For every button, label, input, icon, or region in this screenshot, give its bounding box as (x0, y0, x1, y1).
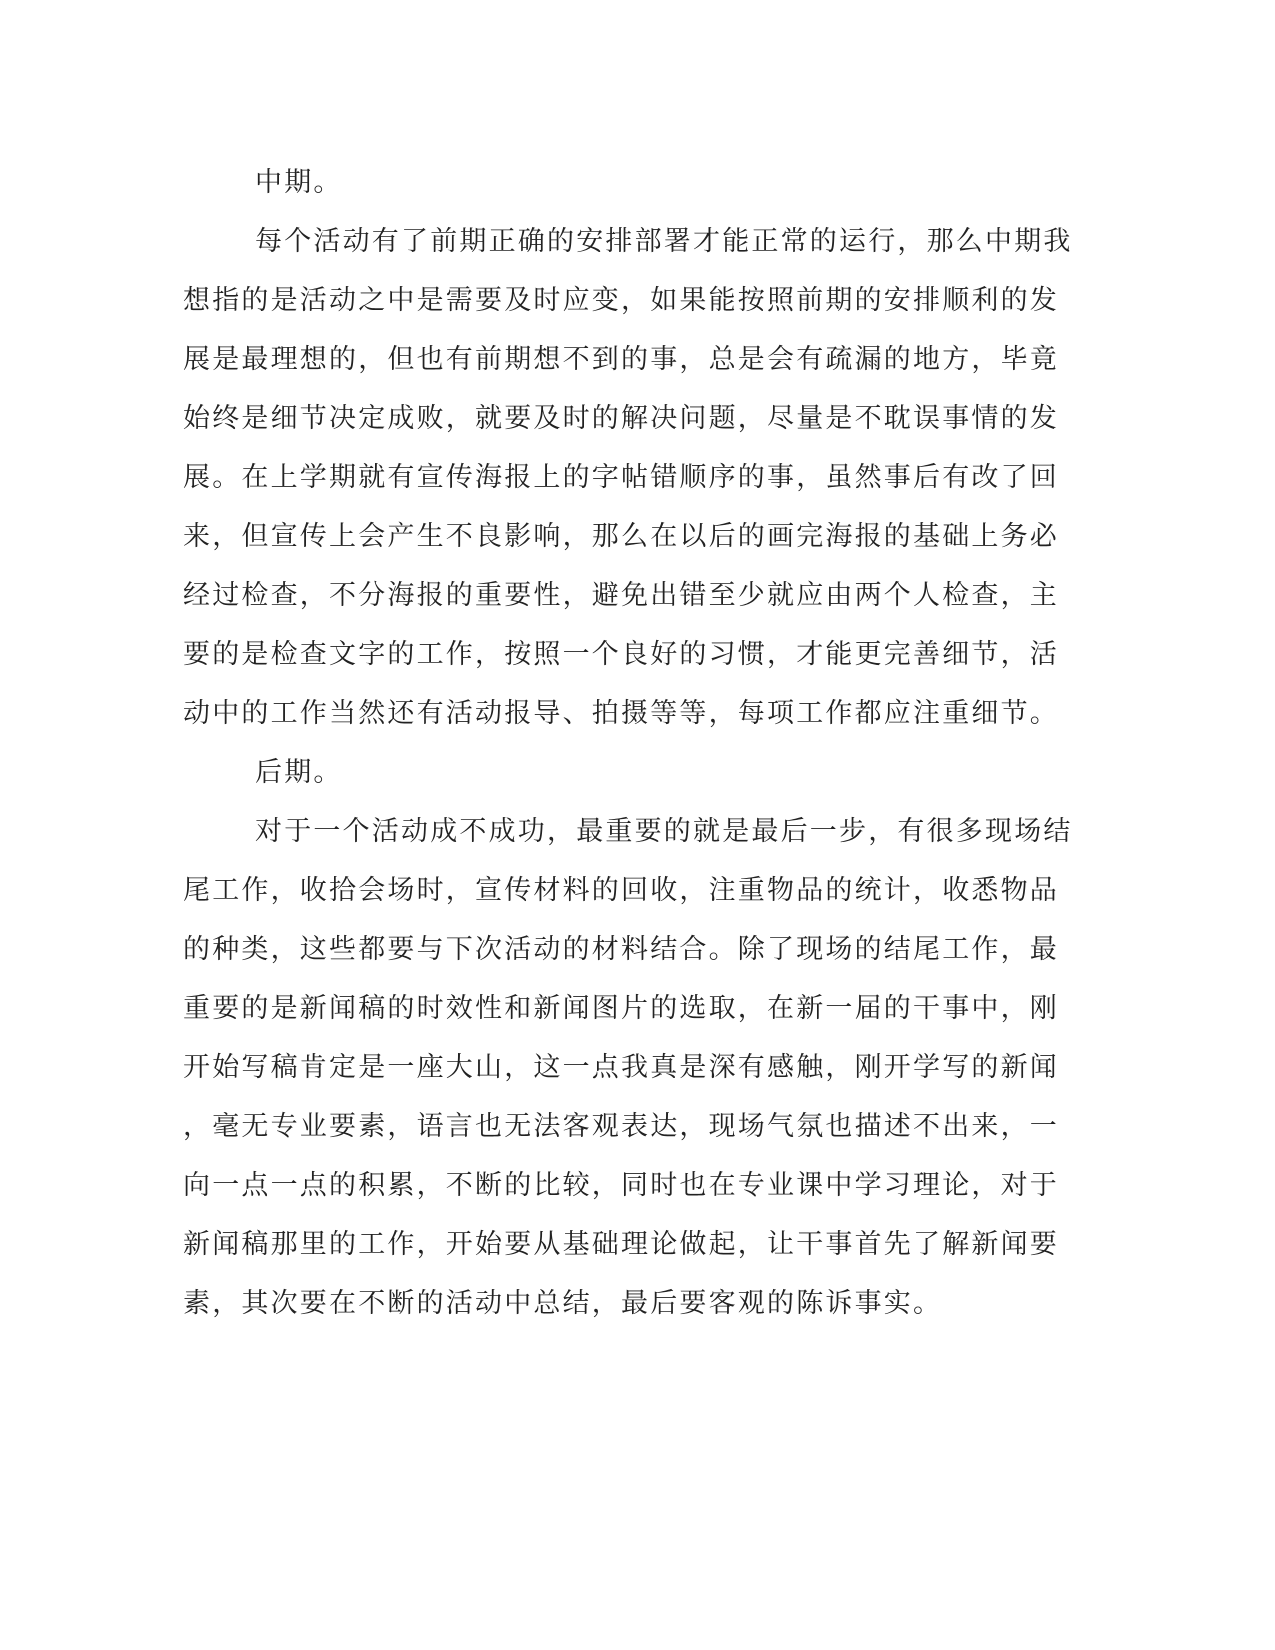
paragraph-line: ，毫无专业要素，语言也无法客观表达，现场气氛也描述不出来，一 (183, 1111, 1059, 1142)
paragraph-line: 向一点一点的积累，不断的比较，同时也在专业课中学习理论，对于 (183, 1170, 1059, 1201)
paragraph-line: 想指的是活动之中是需要及时应变，如果能按照前期的安排顺利的发 (183, 285, 1059, 316)
paragraph-line: 展。在上学期就有宣传海报上的字帖错顺序的事，虽然事后有改了回 (183, 462, 1059, 493)
paragraph-line: 新闻稿那里的工作，开始要从基础理论做起，让干事首先了解新闻要 (183, 1229, 1059, 1260)
paragraph-line: 始终是细节决定成败，就要及时的解决问题，尽量是不耽误事情的发 (183, 403, 1059, 434)
paragraph-line: 动中的工作当然还有活动报导、拍摄等等，每项工作都应注重细节。 (183, 698, 1059, 729)
section-heading-late-term: 后期。 (255, 757, 343, 788)
paragraph-line: 素，其次要在不断的活动中总结，最后要客观的陈诉事实。 (183, 1288, 943, 1319)
paragraph-line: 展是最理想的，但也有前期想不到的事，总是会有疏漏的地方，毕竟 (183, 344, 1059, 375)
paragraph-line: 经过检查，不分海报的重要性，避免出错至少就应由两个人检查，主 (183, 580, 1059, 611)
paragraph-line: 重要的是新闻稿的时效性和新闻图片的选取，在新一届的干事中，刚 (183, 993, 1059, 1024)
paragraph-line: 开始写稿肯定是一座大山，这一点我真是深有感触，刚开学写的新闻 (183, 1052, 1059, 1083)
paragraph-line: 的种类，这些都要与下次活动的材料结合。除了现场的结尾工作，最 (183, 934, 1059, 965)
paragraph-line: 对于一个活动成不成功，最重要的就是最后一步，有很多现场结 (255, 816, 1073, 847)
paragraph-line: 尾工作，收拾会场时，宣传材料的回收，注重物品的统计，收悉物品 (183, 875, 1059, 906)
paragraph-line: 来，但宣传上会产生不良影响，那么在以后的画完海报的基础上务必 (183, 521, 1059, 552)
section-heading-mid-term: 中期。 (255, 167, 343, 198)
document-body (183, 153, 1073, 1333)
paragraph-line: 要的是检查文字的工作，按照一个良好的习惯，才能更完善细节，活 (183, 639, 1059, 670)
paragraph-line: 每个活动有了前期正确的安排部署才能正常的运行，那么中期我 (255, 226, 1073, 257)
